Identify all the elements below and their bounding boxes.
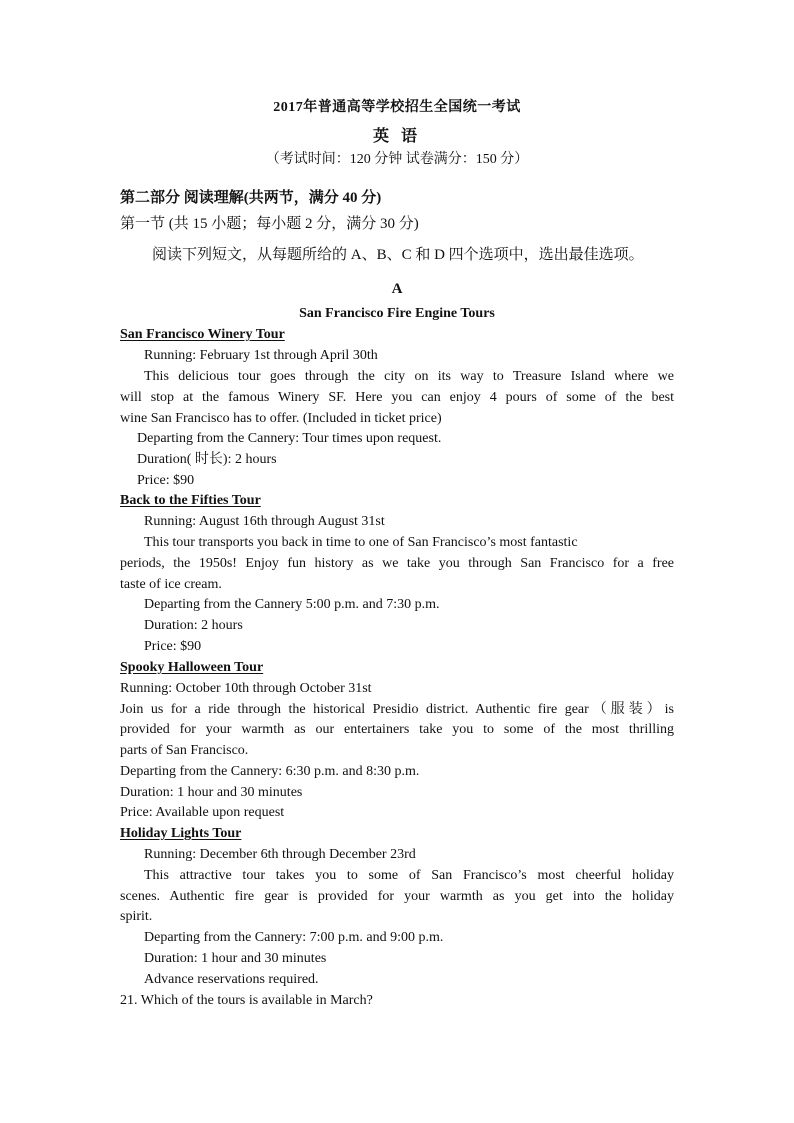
winery-desc-line: wine San Francisco has to offer. (Included in ticket price) — [120, 411, 442, 426]
holiday-running: Running: December 6th through December 23rd — [144, 847, 416, 862]
halloween-departing: Departing from the Cannery: 6:30 p.m. and 8:30 p.m. — [120, 764, 420, 779]
tour-heading-holiday: Holiday Lights Tour — [120, 826, 242, 841]
tour-heading-fifties: Back to the Fifties Tour — [120, 493, 261, 508]
subject-title: 英 语 — [372, 128, 421, 145]
halloween-duration: Duration: 1 hour and 30 minutes — [120, 785, 303, 800]
exam-time-info: （考试时间：120 分钟 试卷满分：150 分） — [265, 152, 529, 167]
holiday-desc-line: scenes. Authentic fire gear is provided for your warmth as you get into the holiday — [120, 889, 674, 904]
winery-duration: Duration( 时长): 2 hours — [137, 452, 277, 467]
winery-desc-line: This delicious tour goes through the city on its way to Treasure Island where we — [144, 369, 674, 384]
winery-price: Price: $90 — [137, 473, 195, 488]
winery-running: Running: February 1st through April 30th — [144, 348, 378, 363]
fifties-desc-line: This tour transports you back in time to one of San Francisco’s most fantastic — [144, 535, 578, 550]
holiday-desc-line: This attractive tour takes you to some of San Francisco’s most cheerful holiday — [144, 868, 674, 883]
part-heading: 第二部分 阅读理解(共两节，满分 40 分) — [120, 190, 382, 206]
tour-heading-winery: San Francisco Winery Tour — [120, 327, 285, 342]
fifties-price: Price: $90 — [144, 639, 202, 654]
fifties-desc-line: periods, the 1950s! Enjoy fun history as we take you through San Francisco for a free — [120, 556, 674, 571]
holiday-note: Advance reservations required. — [144, 972, 319, 987]
halloween-desc-line: provided for your warmth as our entertainers take you to some of the most thrilling — [120, 722, 674, 737]
halloween-price: Price: Available upon request — [120, 805, 285, 820]
fifties-desc-line: taste of ice cream. — [120, 577, 222, 592]
holiday-desc-line: spirit. — [120, 909, 153, 924]
halloween-running: Running: October 10th through October 31st — [120, 681, 372, 696]
holiday-departing: Departing from the Cannery: 7:00 p.m. and 9:00 p.m. — [144, 930, 444, 945]
fifties-running: Running: August 16th through August 31st — [144, 514, 385, 529]
winery-departing: Departing from the Cannery: Tour times upon request. — [137, 431, 442, 446]
tour-heading-halloween: Spooky Halloween Tour — [120, 660, 264, 675]
fifties-departing: Departing from the Cannery 5:00 p.m. and 7:30 p.m. — [144, 597, 440, 612]
fifties-duration: Duration: 2 hours — [144, 618, 243, 633]
winery-desc-line: will stop at the famous Winery SF. Here you can enjoy 4 pours of some of the best — [120, 390, 674, 405]
passage-title: San Francisco Fire Engine Tours — [299, 306, 495, 321]
halloween-desc-line: Join us for a ride through the historical Presidio district. Authentic fire gear（服装）is — [120, 702, 674, 717]
question-21: 21. Which of the tours is available in March? — [120, 993, 373, 1008]
exam-title: 2017年普通高等学校招生全国统一考试 — [273, 100, 521, 115]
passage-letter: A — [391, 281, 403, 297]
subsection-heading: 第一节 (共 15 小题；每小题 2 分，满分 30 分) — [120, 216, 419, 232]
instruction-text: 阅读下列短文，从每题所给的 A、B、C 和 D 四个选项中，选出最佳选项。 — [152, 247, 644, 263]
holiday-duration: Duration: 1 hour and 30 minutes — [144, 951, 327, 966]
halloween-desc-line: parts of San Francisco. — [120, 743, 249, 758]
